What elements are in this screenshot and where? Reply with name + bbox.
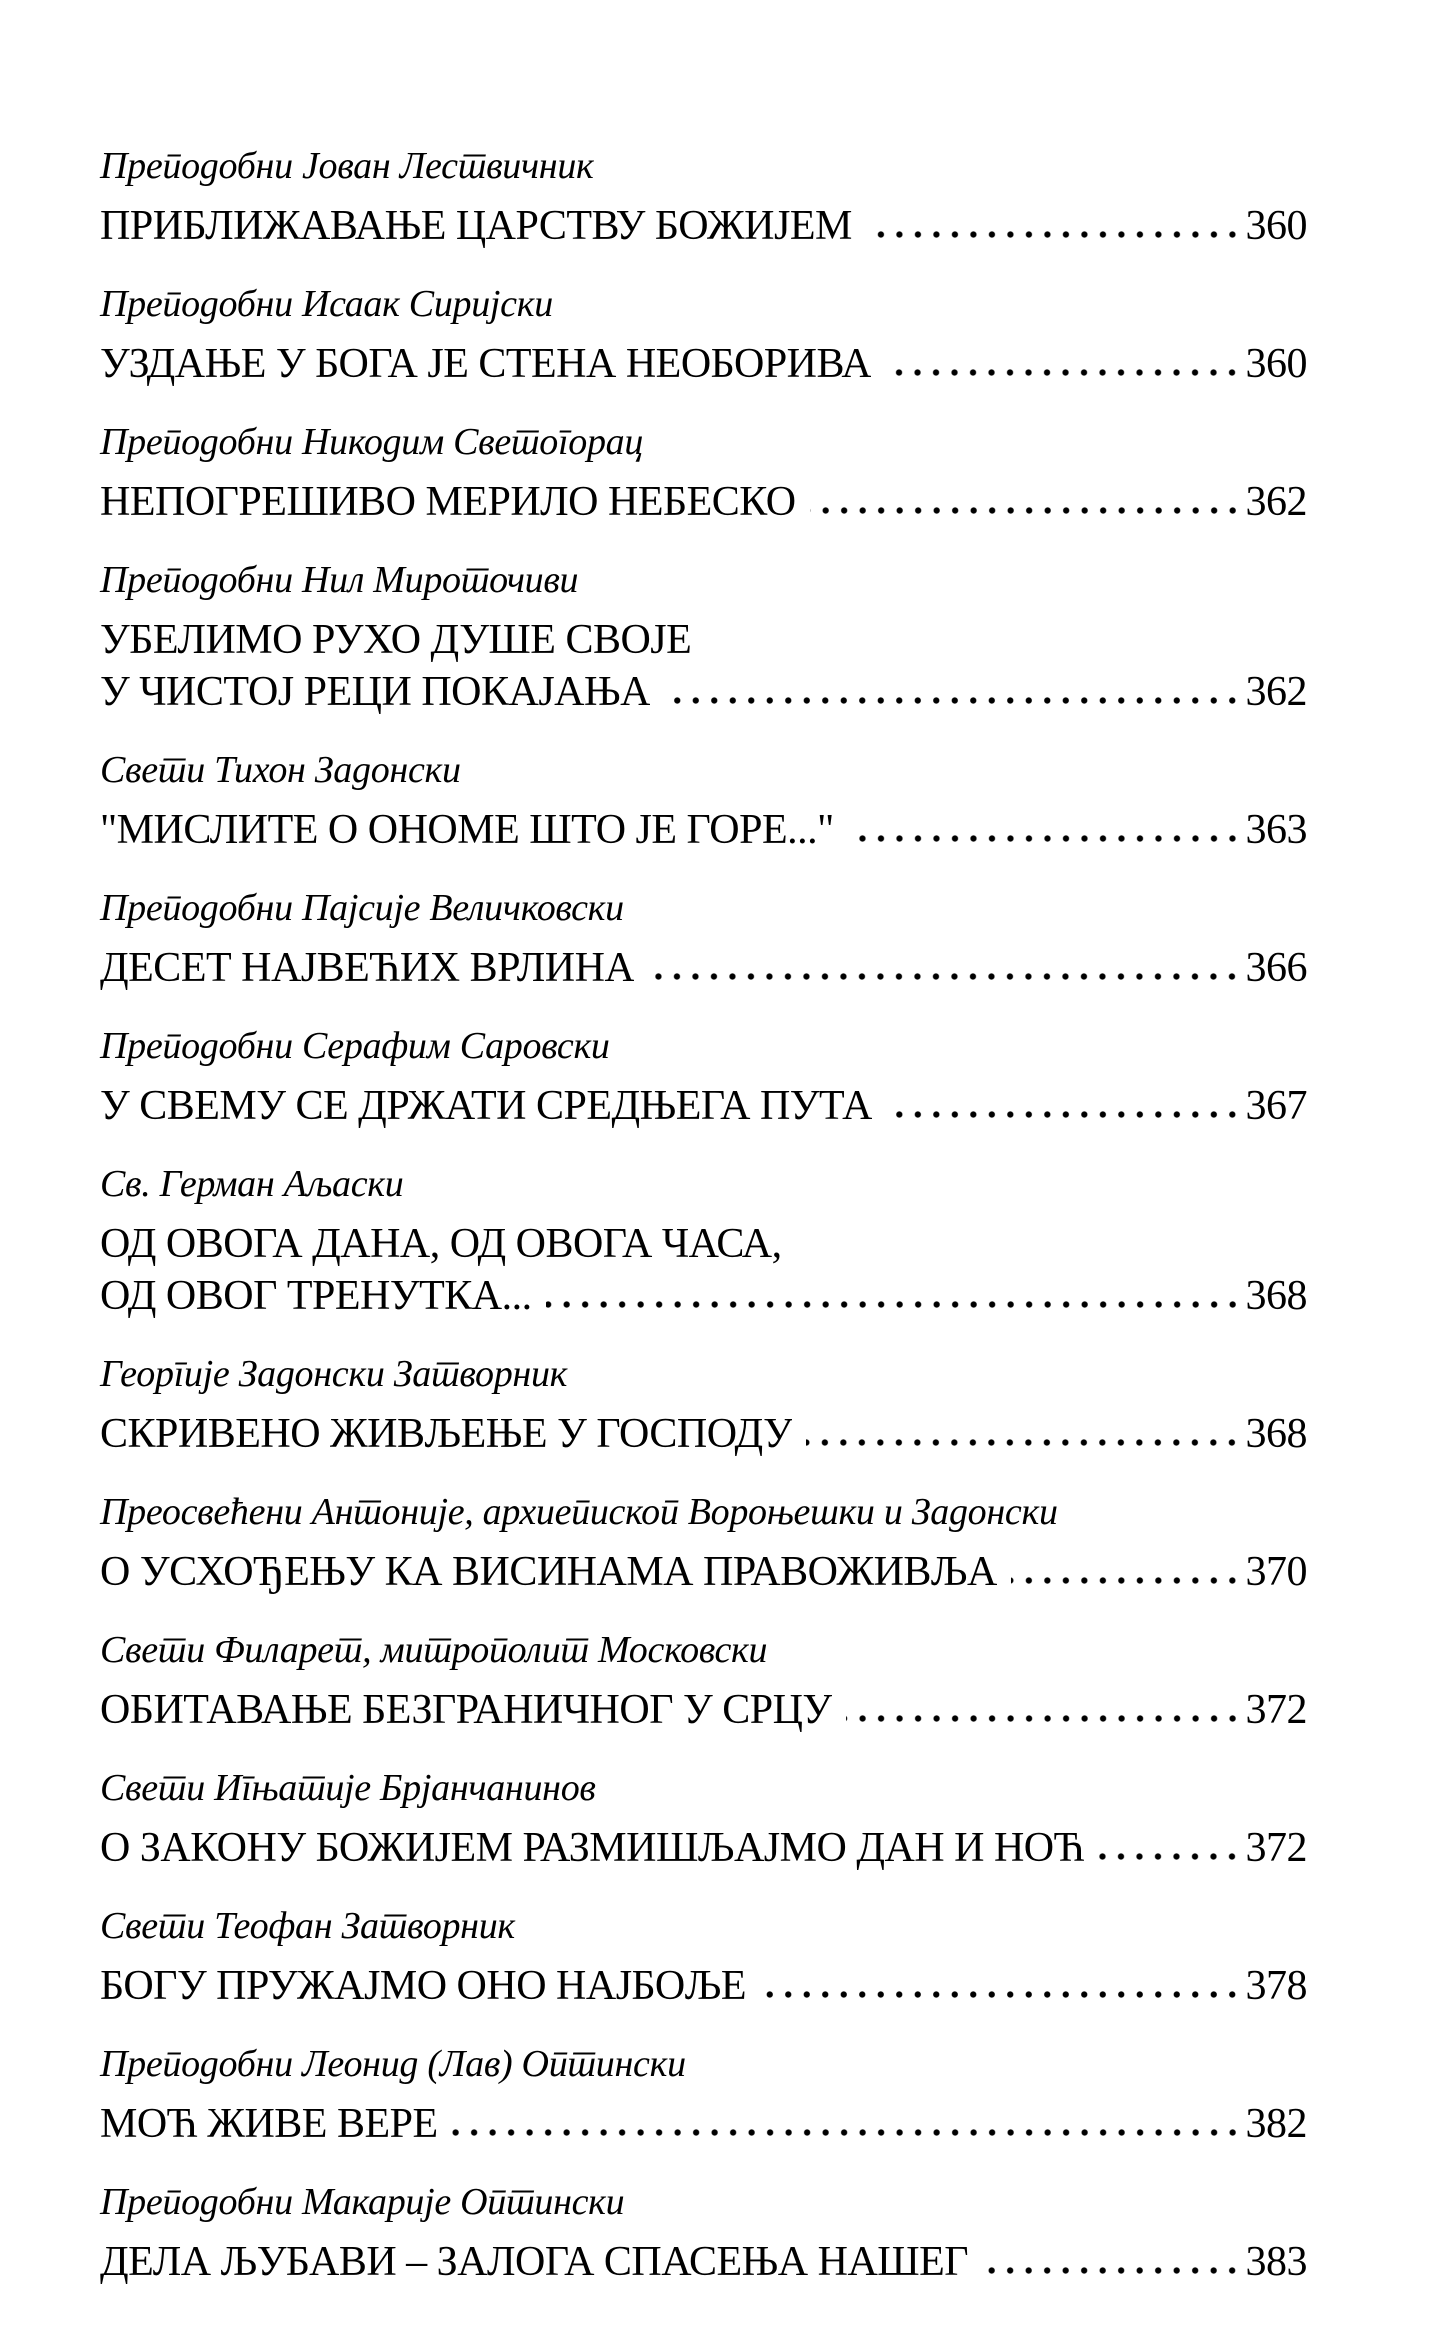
title-text: УБЕЛИМО РУХО ДУШЕ СВОЈЕ bbox=[100, 617, 692, 663]
title-text: ОД ОВОГА ДАНА, ОД ОВОГА ЧАСА, bbox=[100, 1221, 782, 1267]
author-name: Св. Герман Аљаски bbox=[100, 1163, 404, 1205]
dot-leader bbox=[886, 1110, 1242, 1119]
title-text: О ЗАКОНУ БОЖИЈЕМ РАЗМИШЉАЈМО ДАН И НОЋ bbox=[100, 1825, 1085, 1871]
author-name: Преподобни Исаак Сиријски bbox=[100, 283, 553, 325]
author-name: Преподобни Серафим Саровски bbox=[100, 1025, 610, 1067]
author-row bbox=[100, 1158, 1307, 1218]
author-row bbox=[100, 2038, 1307, 2098]
title-row bbox=[100, 2098, 1307, 2150]
title-text: ПРИБЛИЖАВАЊЕ ЦАРСТВУ БОЖИЈЕМ bbox=[100, 203, 852, 249]
title-text: "МИСЛИТЕ О ОНОМЕ ШТО ЈЕ ГОРЕ..." bbox=[100, 807, 834, 853]
title-row bbox=[100, 1546, 1307, 1598]
title-text: НЕПОГРЕШИВО МЕРИЛО НЕБЕСКО bbox=[100, 479, 796, 525]
title-text: СКРИВЕНО ЖИВЉЕЊЕ У ГОСПОДУ bbox=[100, 1411, 793, 1457]
author-row bbox=[100, 1486, 1307, 1546]
title-row bbox=[100, 2236, 1307, 2288]
author-name: Свети Игњатије Брјанчанинов bbox=[100, 1767, 596, 1809]
title-row bbox=[100, 1270, 1307, 1322]
page-number: 378 bbox=[1245, 1963, 1307, 2009]
title-text: ОД ОВОГ ТРЕНУТКА... bbox=[100, 1273, 532, 1319]
title-text: ДЕЛА ЉУБАВИ – ЗАЛОГА СПАСЕЊА НАШЕГ bbox=[100, 2239, 969, 2285]
title-text: О УСХОЂЕЊУ КА ВИСИНАМА ПРАВОЖИВЉА bbox=[100, 1549, 997, 1595]
toc-entry bbox=[100, 1486, 1307, 1598]
dot-leader bbox=[846, 1714, 1242, 1723]
title-row bbox=[100, 1080, 1307, 1132]
author-name: Преподобни Нил Мироточиви bbox=[100, 559, 579, 601]
title-text: ДЕСЕТ НАЈВЕЋИХ ВРЛИНА bbox=[100, 945, 635, 991]
author-row bbox=[100, 744, 1307, 804]
title-row bbox=[100, 476, 1307, 528]
author-name: Преосвећени Антоније, архиепископ Вороњешки и Задонски bbox=[100, 1491, 1058, 1533]
toc-entry bbox=[100, 140, 1307, 252]
toc-entry bbox=[100, 1762, 1307, 1874]
title-text: МОЋ ЖИВЕ ВЕРЕ bbox=[100, 2101, 438, 2147]
dot-leader bbox=[648, 972, 1241, 981]
toc-entry bbox=[100, 2176, 1307, 2288]
title-row bbox=[100, 200, 1307, 252]
author-row bbox=[100, 882, 1307, 942]
author-row bbox=[100, 1762, 1307, 1822]
page-number: 370 bbox=[1245, 1549, 1307, 1595]
title-row bbox=[100, 1408, 1307, 1460]
toc-entry bbox=[100, 554, 1307, 718]
dot-leader bbox=[546, 1300, 1242, 1309]
dot-leader bbox=[760, 1990, 1242, 1999]
author-row bbox=[100, 1020, 1307, 1080]
page-number: 368 bbox=[1245, 1273, 1307, 1319]
author-name: Свети Филарет, митрополит Московски bbox=[100, 1629, 768, 1671]
toc-entry bbox=[100, 416, 1307, 528]
toc-entry bbox=[100, 744, 1307, 856]
author-name: Преподобни Јован Лествичник bbox=[100, 145, 594, 187]
author-name: Свети Тихон Задонски bbox=[100, 749, 461, 791]
toc-entry bbox=[100, 882, 1307, 994]
dot-leader bbox=[452, 2128, 1242, 2137]
page-number: 366 bbox=[1245, 945, 1307, 991]
author-name: Свети Теофан Затворник bbox=[100, 1905, 515, 1947]
title-text: У СВЕМУ СЕ ДРЖАТИ СРЕДЊЕГА ПУТА bbox=[100, 1083, 872, 1129]
title-row bbox=[100, 942, 1307, 994]
author-name: Георгије Задонски Затворник bbox=[100, 1353, 568, 1395]
title-row bbox=[100, 338, 1307, 390]
author-row bbox=[100, 1900, 1307, 1960]
toc-entry bbox=[100, 1158, 1307, 1322]
author-row bbox=[100, 1624, 1307, 1684]
title-row bbox=[100, 1822, 1307, 1874]
title-row bbox=[100, 1684, 1307, 1736]
title-text: БОГУ ПРУЖАЈМО ОНО НАЈБОЉЕ bbox=[100, 1963, 746, 2009]
page-number: 372 bbox=[1245, 1825, 1307, 1871]
page-number: 360 bbox=[1245, 203, 1307, 249]
toc-entry bbox=[100, 1020, 1307, 1132]
dot-leader bbox=[866, 230, 1242, 239]
page-number: 382 bbox=[1245, 2101, 1307, 2147]
dot-leader bbox=[848, 834, 1242, 843]
page-number: 372 bbox=[1245, 1687, 1307, 1733]
author-name: Преподобни Леонид (Лав) Оптински bbox=[100, 2043, 686, 2085]
dot-leader bbox=[1011, 1576, 1242, 1585]
dot-leader bbox=[982, 2266, 1241, 2275]
author-name: Преподобни Никодим Светогорац bbox=[100, 421, 644, 463]
page-number: 362 bbox=[1245, 669, 1307, 715]
title-row bbox=[100, 614, 1307, 666]
toc-entry bbox=[100, 2038, 1307, 2150]
toc-entry bbox=[100, 1900, 1307, 2012]
title-text: ОБИТАВАЊЕ БЕЗГРАНИЧНОГ У СРЦУ bbox=[100, 1687, 832, 1733]
toc-entry bbox=[100, 1624, 1307, 1736]
author-row bbox=[100, 416, 1307, 476]
toc-entry bbox=[100, 1348, 1307, 1460]
page-number: 367 bbox=[1245, 1083, 1307, 1129]
page-number: 362 bbox=[1245, 479, 1307, 525]
author-row bbox=[100, 278, 1307, 338]
author-row bbox=[100, 554, 1307, 614]
author-row bbox=[100, 140, 1307, 200]
page-number: 368 bbox=[1245, 1411, 1307, 1457]
title-text: У ЧИСТОЈ РЕЦИ ПОКАЈАЊА bbox=[100, 669, 650, 715]
title-row bbox=[100, 1218, 1307, 1270]
page-number: 360 bbox=[1245, 341, 1307, 387]
author-row bbox=[100, 2176, 1307, 2236]
dot-leader bbox=[1098, 1852, 1241, 1861]
title-row bbox=[100, 1960, 1307, 2012]
dot-leader bbox=[806, 1438, 1241, 1447]
dot-leader bbox=[810, 506, 1242, 515]
title-row bbox=[100, 804, 1307, 856]
title-text: УЗДАЊЕ У БОГА ЈЕ СТЕНА НЕОБОРИВА bbox=[100, 341, 872, 387]
title-row bbox=[100, 666, 1307, 718]
author-name: Преподобни Макарије Оптински bbox=[100, 2181, 625, 2223]
author-name: Преподобни Пајсије Величковски bbox=[100, 887, 624, 929]
toc-entry bbox=[100, 278, 1307, 390]
toc-entry-list bbox=[100, 140, 1307, 2288]
page-number: 383 bbox=[1245, 2239, 1307, 2285]
dot-leader bbox=[664, 696, 1242, 705]
author-row bbox=[100, 1348, 1307, 1408]
page-number: 363 bbox=[1245, 807, 1307, 853]
dot-leader bbox=[885, 368, 1241, 377]
